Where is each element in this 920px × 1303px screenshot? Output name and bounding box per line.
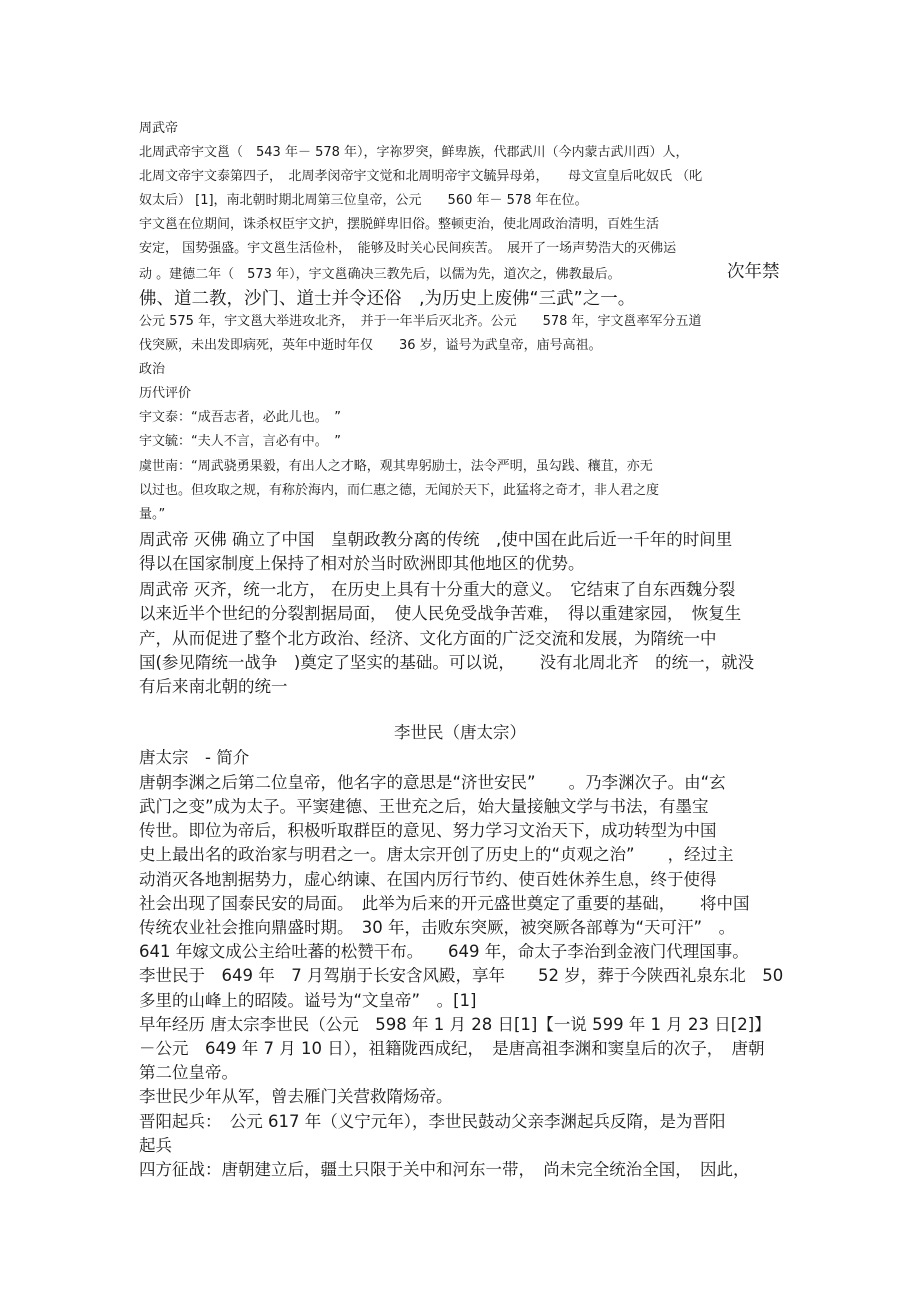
paragraph-line: 早年经历 唐太宗李世民（公元 598 年 1 月 28 日[1]【一说 599 年 1 月 23 日[2]】 [139,1015,771,1034]
paragraph-line: 武门之变”成为太子。平窦建德、王世充之后，始大量接触文学与书法，有墨宝 [139,797,709,816]
paragraph-line-tail: 次年禁 [727,262,780,282]
subheading-intro: 唐太宗 - 简介 [139,748,250,767]
paragraph-line: 动 。建德二年（ 573 年），宇文邕确决三教先后，以儒为先，道次之，佛教最后。 [139,267,621,282]
paragraph-line: 周武帝 灭佛 确立了中国 皇朝政教分离的传统 ,使中国在此后近一千年的时间里 [139,530,733,549]
quote-line: 量。” [139,507,166,522]
paragraph-line: 传世。即位为帝后，积极听取群臣的意见、努力学习文治天下，成功转型为中国 [139,821,717,840]
section-title-lishimin: 李世民（唐太宗） [394,723,526,742]
paragraph-line: 社会出现了国泰民安的局面。 此举为后来的开元盛世奠定了重要的基础， 将中国 [139,894,750,913]
paragraph-line: 晋阳起兵： 公元 617 年（义宁元年），李世民鼓动父亲李渊起兵反隋，是为晋阳 [139,1112,726,1131]
paragraph-line: 四方征战：唐朝建立后，疆土只限于关中和河东一带， 尚未完全统治全国， 因此， [139,1160,750,1179]
paragraph-line: 伐突厥，未出发即病死，英年中逝时年仅 36 岁，谥号为武皇帝，庙号高祖。 [139,338,602,353]
section-heading-zhouwudi: 周武帝 [139,121,179,136]
paragraph-line: 史上最出名的政治家与明君之一。唐太宗开创了历史上的“贞观之治” ，经过主 [139,845,734,864]
paragraph-line: 以来近半个世纪的分裂割据局面， 使人民免受战争苦难， 得以重建家园， 恢复生 [139,604,742,623]
paragraph-line: 宇文邕在位期间，诛杀权臣宇文护，摆脱鲜卑旧俗。整顿吏治，使北周政治清明，百姓生活 [139,217,660,232]
paragraph-line: －公元 649 年 7 月 10 日），祖籍陇西成纪， 是唐高祖李渊和窦皇后的次子， 唐朝 [139,1039,765,1058]
paragraph-line: 李世民少年从军，曾去雁门关营救隋炀帝。 [139,1087,453,1106]
paragraph-line: 641 年嫁文成公主给吐蕃的松赞干布。 649 年，命太子李治到金液门代理国事。 [139,942,749,961]
paragraph-line: 北周武帝宇文邕（ 543 年－ 578 年），字祢罗突，鲜卑族，代郡武川（今内蒙古武川西）人， [139,145,689,160]
paragraph-line: 国(参见隋统一战争 )奠定了坚实的基础。可以说， 没有北周北齐 的统一，就没 [139,653,755,672]
paragraph-line: 公元 575 年，宇文邕大举进攻北齐， 并于一年半后灭北齐。公元 578 年，宇文邕率军分五道 [139,314,702,329]
paragraph-line: 传统农业社会推向鼎盛时期。 30 年，击败东突厥，被突厥各部尊为“天可汗” 。 [139,918,736,937]
quote-line: 宇文毓：“夫人不言，言必有中。 ” [139,434,341,449]
paragraph-line: 产，从而促进了整个北方政治、经济、文化方面的广泛交流和发展，为隋统一中 [139,629,717,648]
paragraph-line: 北周文帝宇文泰第四子， 北周孝闵帝宇文觉和北周明帝宇文毓异母弟， 母文宣皇后叱奴氏 （叱 [139,169,703,184]
paragraph-line: 奴太后） [1]，南北朝时期北周第三位皇帝，公元 560 年－ 578 年在位。 [139,193,588,208]
paragraph-line: 佛、道二教，沙门、道士并令还俗 ,为历史上废佛“三武”之一。 [139,289,636,309]
quote-line: 虞世南：“周武骁勇果毅，有出人之才略，观其卑躬励士，法令严明，虽勾践、穰苴，亦无 [139,459,653,474]
paragraph-line: 第二位皇帝。 [139,1063,238,1082]
paragraph-line: 动消灭各地割据势力，虚心纳谏、在国内厉行节约、使百姓休养生息，终于使得 [139,870,717,889]
paragraph-line: 李世民于 649 年 7 月驾崩于长安含风殿，享年 52 岁，葬于今陕西礼泉东北 50 [139,966,784,985]
subheading-politics: 政治 [139,362,166,377]
paragraph-line: 安定， 国势强盛。宇文邕生活俭朴， 能够及时关心民间疾苦。 展开了一场声势浩大的灭佛运 [139,241,677,256]
paragraph-line: 得以在国家制度上保持了相对於当时欧洲即其他地区的优势。 [139,554,585,573]
quote-line: 宇文泰：“成吾志者，必此儿也。 ” [139,410,341,425]
paragraph-line: 多里的山峰上的昭陵。谥号为“文皇帝” 。[1] [139,991,477,1010]
paragraph-line: 起兵 [139,1136,172,1155]
quote-line: 以过也。但攻取之规，有称於海内，而仁惠之德，无闻於天下，此猛将之奇才，非人君之度 [139,483,660,498]
paragraph-line: 周武帝 灭齐，统一北方， 在历史上具有十分重大的意义。 它结束了自东西魏分裂 [139,580,736,599]
paragraph-line: 唐朝李渊之后第二位皇帝，他名字的意思是“济世安民” 。乃李渊次子。由“玄 [139,773,726,792]
subheading-evaluation: 历代评价 [139,386,192,401]
paragraph-line: 有后来南北朝的统一 [139,677,288,696]
